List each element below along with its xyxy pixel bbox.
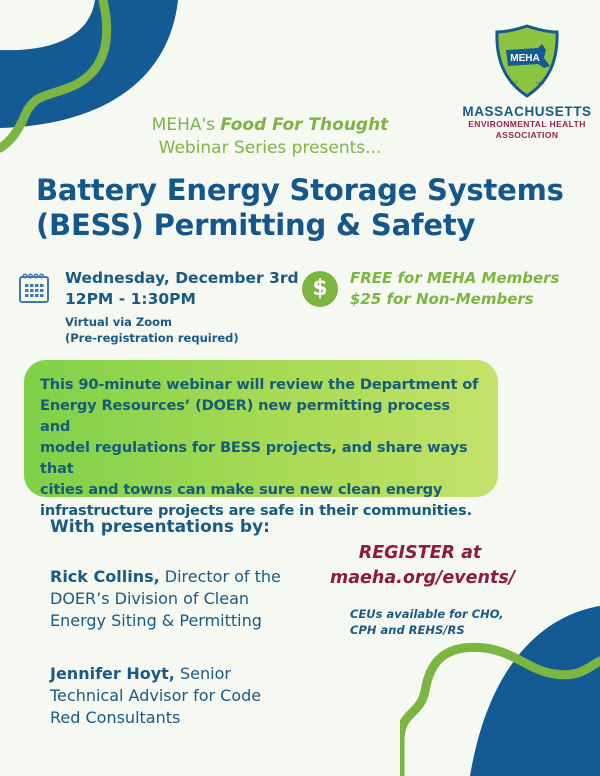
dollar-icon: $ xyxy=(302,271,338,307)
description-box: This 90-minute webinar will review the Department of Energy Resources’ (DOER) new permitting process and model regulations for BESS projects, and share ways that cities and towns can make sure new clean energy infrastructure projects are safe in their communities. xyxy=(24,360,498,497)
register-link[interactable]: maeha.org/events/ xyxy=(330,568,516,588)
svg-text:1948: 1948 xyxy=(535,80,545,85)
org-name-line3: ASSOCIATION xyxy=(495,130,559,140)
series-heading: MEHA's Food For Thought Webinar Series presents... xyxy=(151,115,389,158)
org-name-line2: ENVIRONMENTAL HEALTH xyxy=(468,119,586,129)
pricing: FREE for MEHA Members $25 for Non-Members xyxy=(350,269,560,308)
presenters-heading: With presentations by: xyxy=(50,517,270,537)
svg-text:MEHA: MEHA xyxy=(510,53,540,64)
org-name-line1: MASSACHUSETTS xyxy=(462,104,592,119)
event-date: Wednesday, December 3rd xyxy=(65,269,299,287)
event-time: 12PM - 1:30PM xyxy=(65,290,196,308)
meha-logo xyxy=(462,24,592,141)
series-name: Food For Thought xyxy=(220,115,389,135)
presenter-rick-collins: Rick Collins, Director of the DOER’s Division of Clean Energy Siting & Permitting xyxy=(50,567,281,630)
shield-logo-icon xyxy=(494,24,560,98)
presenter-jennifer-hoyt: Jennifer Hoyt, Senior Technical Advisor for Code Red Consultants xyxy=(50,664,262,727)
calendar-icon xyxy=(18,272,50,304)
event-location: Virtual via Zoom (Pre-registration required) xyxy=(65,315,239,345)
svg-text:EST.: EST. xyxy=(509,80,519,85)
page-title: Battery Energy Storage Systems (BESS) Permitting & Safety xyxy=(36,173,564,242)
event-datetime xyxy=(65,268,299,310)
ceu-note: CEUs available for CHO, CPH and REHS/RS xyxy=(350,607,504,637)
register-callout: REGISTER at maeha.org/events/ xyxy=(330,541,510,591)
